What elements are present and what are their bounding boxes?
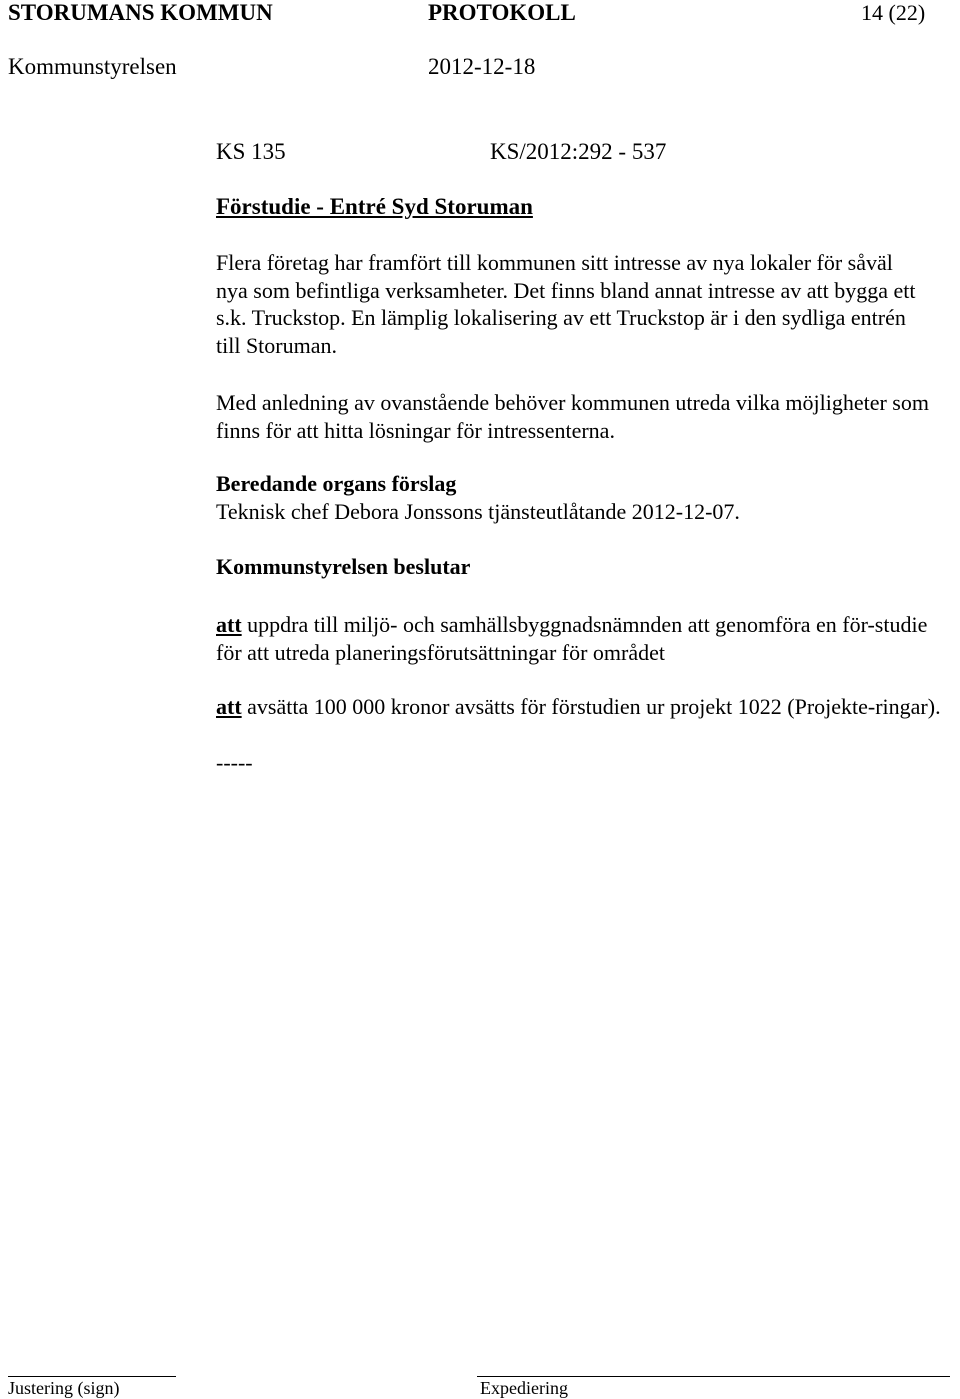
committee-name: Kommunstyrelsen — [8, 54, 177, 79]
footer-expediering-label: Expediering — [480, 1378, 568, 1398]
end-marker: ----- — [216, 750, 253, 775]
paragraph-intro-text: Flera företag har framfört till kommunen sitt intresse av nya lokaler för såväl nya som befintliga verksamheter. Det finns bland annat intresse av att bygga ett s.k. Truckstop. En lämplig lokalisering av ett Truckstop är i den sydliga entrén till Storuman. — [216, 250, 916, 358]
decision-item-text: avsätta 100 000 kronor avsätts för förstudien ur projekt 1022 (Projekte-ringar). — [241, 694, 941, 719]
proposal-text: Teknisk chef Debora Jonssons tjänsteutlåtande 2012-12-07. — [216, 499, 740, 524]
case-reference: KS/2012:292 - 537 — [490, 139, 667, 164]
section-title: Förstudie - Entré Syd Storuman — [216, 194, 533, 219]
decision-item-1 — [216, 611, 941, 666]
decision-keyword: att — [216, 694, 242, 719]
case-number: KS 135 — [216, 139, 286, 164]
paragraph-intro — [216, 249, 956, 359]
paragraph-reason — [216, 389, 956, 444]
footer-justering-label: Justering (sign) — [8, 1378, 120, 1398]
page-number: 14 (22) — [861, 0, 926, 25]
decision-heading: Kommunstyrelsen beslutar — [216, 554, 471, 579]
signature-line-right — [477, 1376, 950, 1377]
decision-item-2 — [216, 693, 941, 721]
paragraph-reason-text: Med anledning av ovanstående behöver kommunen utreda vilka möjligheter som finns för att hitta lösningar för intressenterna. — [216, 390, 929, 443]
signature-line-left — [8, 1376, 176, 1377]
decision-keyword: att — [216, 612, 242, 637]
municipality-name: STORUMANS KOMMUN — [8, 0, 273, 25]
proposal-heading: Beredande organs förslag — [216, 471, 457, 496]
document-type: PROTOKOLL — [428, 0, 576, 25]
meeting-date: 2012-12-18 — [428, 54, 536, 79]
decision-item-text: uppdra till miljö- och samhällsbyggnadsnämnden att genomföra en för-studie för att utreda planeringsförutsättningar för området — [216, 612, 928, 665]
